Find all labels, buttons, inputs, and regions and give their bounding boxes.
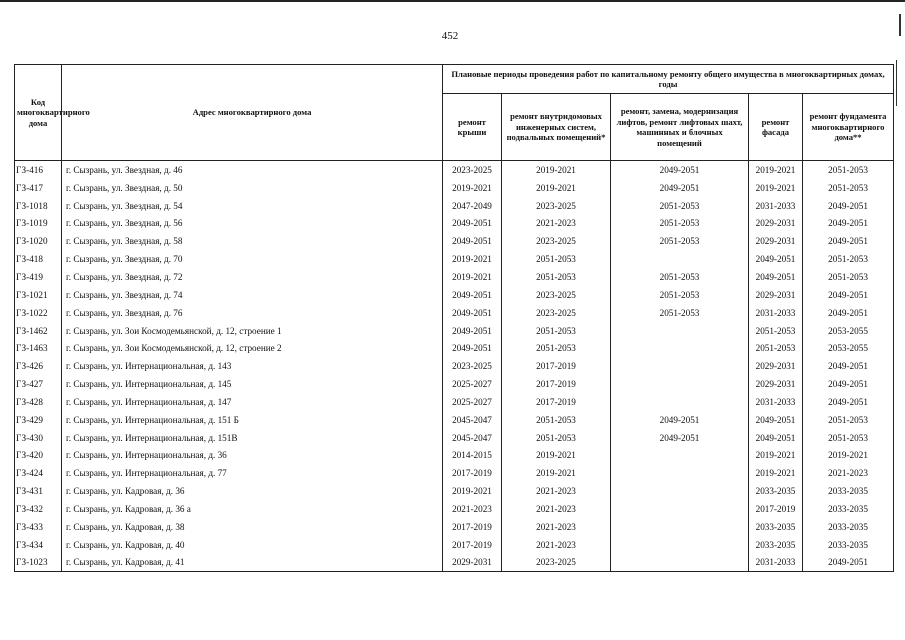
engineering-cell: 2023-2025 xyxy=(502,304,611,322)
facade-cell: 2031-2033 xyxy=(749,554,803,572)
foundation-cell: 2051-2053 xyxy=(803,268,894,286)
foundation-cell: 2051-2053 xyxy=(803,161,894,179)
address-cell: г. Сызрань, ул. Интернациональная, д. 147 xyxy=(62,393,443,411)
table-row xyxy=(15,250,894,268)
elevators-cell xyxy=(611,250,749,268)
engineering-cell: 2051-2053 xyxy=(502,268,611,286)
code-cell: ГЗ-1022 xyxy=(15,304,62,322)
foundation-cell: 2053-2055 xyxy=(803,322,894,340)
roof-cell: 2045-2047 xyxy=(443,429,502,447)
address-cell: г. Сызрань, ул. Интернациональная, д. 77 xyxy=(62,464,443,482)
engineering-cell: 2019-2021 xyxy=(502,447,611,465)
code-cell: ГЗ-428 xyxy=(15,393,62,411)
foundation-cell: 2051-2053 xyxy=(803,179,894,197)
facade-cell: 2029-2031 xyxy=(749,215,803,233)
engineering-cell: 2019-2021 xyxy=(502,464,611,482)
table-row xyxy=(15,464,894,482)
address-cell: г. Сызрань, ул. Звездная, д. 56 xyxy=(62,215,443,233)
foundation-cell: 2049-2051 xyxy=(803,393,894,411)
roof-cell: 2017-2019 xyxy=(443,518,502,536)
facade-cell: 2031-2033 xyxy=(749,304,803,322)
address-cell: г. Сызрань, ул. Интернациональная, д. 151В xyxy=(62,429,443,447)
elevators-cell xyxy=(611,447,749,465)
address-cell: г. Сызрань, ул. Кадровая, д. 38 xyxy=(62,518,443,536)
elevators-cell: 2051-2053 xyxy=(611,232,749,250)
facade-cell: 2017-2019 xyxy=(749,500,803,518)
elevators-cell xyxy=(611,393,749,411)
engineering-cell: 2019-2021 xyxy=(502,161,611,179)
roof-cell: 2049-2051 xyxy=(443,339,502,357)
table-row xyxy=(15,286,894,304)
roof-cell: 2025-2027 xyxy=(443,393,502,411)
column-header-roof: ремонт крыши xyxy=(443,94,502,161)
scan-edge-mark xyxy=(896,60,897,106)
roof-cell: 2014-2015 xyxy=(443,447,502,465)
code-cell: ГЗ-416 xyxy=(15,161,62,179)
table-row xyxy=(15,429,894,447)
table-row xyxy=(15,215,894,233)
address-cell: г. Сызрань, ул. Звездная, д. 46 xyxy=(62,161,443,179)
table-header xyxy=(15,65,894,161)
engineering-cell: 2021-2023 xyxy=(502,536,611,554)
foundation-cell: 2049-2051 xyxy=(803,215,894,233)
engineering-cell: 2021-2023 xyxy=(502,500,611,518)
address-cell: г. Сызрань, ул. Интернациональная, д. 36 xyxy=(62,447,443,465)
elevators-cell xyxy=(611,482,749,500)
address-cell: г. Сызрань, ул. Интернациональная, д. 151 Б xyxy=(62,411,443,429)
address-cell: г. Сызрань, ул. Звездная, д. 72 xyxy=(62,268,443,286)
roof-cell: 2023-2025 xyxy=(443,357,502,375)
address-cell: г. Сызрань, ул. Зои Космодемьянской, д. 12, строение 1 xyxy=(62,322,443,340)
facade-cell: 2051-2053 xyxy=(749,322,803,340)
code-cell: ГЗ-1023 xyxy=(15,554,62,572)
elevators-cell: 2049-2051 xyxy=(611,429,749,447)
elevators-cell: 2051-2053 xyxy=(611,286,749,304)
address-cell: г. Сызрань, ул. Звездная, д. 70 xyxy=(62,250,443,268)
roof-cell: 2029-2031 xyxy=(443,554,502,572)
column-header-address: Адрес многоквартирного дома xyxy=(62,65,443,161)
code-cell: ГЗ-430 xyxy=(15,429,62,447)
table-row xyxy=(15,232,894,250)
elevators-cell xyxy=(611,322,749,340)
code-cell: ГЗ-1021 xyxy=(15,286,62,304)
elevators-cell: 2051-2053 xyxy=(611,197,749,215)
facade-cell: 2029-2031 xyxy=(749,286,803,304)
code-cell: ГЗ-426 xyxy=(15,357,62,375)
address-cell: г. Сызрань, ул. Интернациональная, д. 143 xyxy=(62,357,443,375)
roof-cell: 2017-2019 xyxy=(443,536,502,554)
code-cell: ГЗ-431 xyxy=(15,482,62,500)
table-row xyxy=(15,500,894,518)
table-row xyxy=(15,339,894,357)
facade-cell: 2019-2021 xyxy=(749,447,803,465)
engineering-cell: 2021-2023 xyxy=(502,215,611,233)
code-cell: ГЗ-1462 xyxy=(15,322,62,340)
top-scan-rule xyxy=(0,0,905,2)
foundation-cell: 2049-2051 xyxy=(803,375,894,393)
facade-cell: 2049-2051 xyxy=(749,268,803,286)
facade-cell: 2051-2053 xyxy=(749,339,803,357)
code-cell: ГЗ-1463 xyxy=(15,339,62,357)
elevators-cell: 2049-2051 xyxy=(611,179,749,197)
table-row xyxy=(15,161,894,179)
foundation-cell: 2051-2053 xyxy=(803,429,894,447)
code-cell: ГЗ-420 xyxy=(15,447,62,465)
scan-edge-mark xyxy=(899,14,901,36)
elevators-cell xyxy=(611,554,749,572)
code-cell: ГЗ-418 xyxy=(15,250,62,268)
code-cell: ГЗ-424 xyxy=(15,464,62,482)
engineering-cell: 2051-2053 xyxy=(502,322,611,340)
address-cell: г. Сызрань, ул. Звездная, д. 74 xyxy=(62,286,443,304)
foundation-cell: 2051-2053 xyxy=(803,411,894,429)
roof-cell: 2047-2049 xyxy=(443,197,502,215)
elevators-cell xyxy=(611,464,749,482)
engineering-cell: 2051-2053 xyxy=(502,250,611,268)
code-cell: ГЗ-432 xyxy=(15,500,62,518)
table-row xyxy=(15,197,894,215)
elevators-cell xyxy=(611,518,749,536)
table-row xyxy=(15,375,894,393)
engineering-cell: 2023-2025 xyxy=(502,197,611,215)
foundation-cell: 2019-2021 xyxy=(803,447,894,465)
table-row xyxy=(15,179,894,197)
roof-cell: 2049-2051 xyxy=(443,304,502,322)
code-cell: ГЗ-434 xyxy=(15,536,62,554)
table-row xyxy=(15,322,894,340)
column-group-header-periods: Плановые периоды проведения работ по капитальному ремонту общего имущества в многоквартирных домах, годы xyxy=(443,65,894,94)
code-cell: ГЗ-429 xyxy=(15,411,62,429)
foundation-cell: 2051-2053 xyxy=(803,250,894,268)
table-row xyxy=(15,518,894,536)
code-cell: ГЗ-417 xyxy=(15,179,62,197)
column-header-elevators: ремонт, замена, модернизация лифтов, ремонт лифтовых шахт, машинных и блочных помещений xyxy=(611,94,749,161)
page-number: 452 xyxy=(441,30,459,42)
roof-cell: 2019-2021 xyxy=(443,250,502,268)
address-cell: г. Сызрань, ул. Интернациональная, д. 145 xyxy=(62,375,443,393)
table-row xyxy=(15,554,894,572)
foundation-cell: 2033-2035 xyxy=(803,518,894,536)
facade-cell: 2029-2031 xyxy=(749,357,803,375)
foundation-cell: 2033-2035 xyxy=(803,482,894,500)
roof-cell: 2021-2023 xyxy=(443,500,502,518)
roof-cell: 2049-2051 xyxy=(443,215,502,233)
foundation-cell: 2033-2035 xyxy=(803,500,894,518)
foundation-cell: 2021-2023 xyxy=(803,464,894,482)
address-cell: г. Сызрань, ул. Кадровая, д. 36 xyxy=(62,482,443,500)
facade-cell: 2033-2035 xyxy=(749,482,803,500)
foundation-cell: 2049-2051 xyxy=(803,554,894,572)
table-row xyxy=(15,536,894,554)
facade-cell: 2033-2035 xyxy=(749,536,803,554)
column-header-foundation: ремонт фундамента многоквартирного дома** xyxy=(803,94,894,161)
address-cell: г. Сызрань, ул. Кадровая, д. 36 а xyxy=(62,500,443,518)
address-cell: г. Сызрань, ул. Звездная, д. 54 xyxy=(62,197,443,215)
address-cell: г. Сызрань, ул. Зои Космодемьянской, д. 12, строение 2 xyxy=(62,339,443,357)
foundation-cell: 2053-2055 xyxy=(803,339,894,357)
engineering-cell: 2017-2019 xyxy=(502,393,611,411)
table-row xyxy=(15,482,894,500)
elevators-cell: 2049-2051 xyxy=(611,161,749,179)
engineering-cell: 2023-2025 xyxy=(502,286,611,304)
foundation-cell: 2049-2051 xyxy=(803,357,894,375)
facade-cell: 2049-2051 xyxy=(749,250,803,268)
foundation-cell: 2049-2051 xyxy=(803,286,894,304)
code-cell: ГЗ-1020 xyxy=(15,232,62,250)
column-header-code: Код многоквартирного дома xyxy=(15,65,62,161)
roof-cell: 2019-2021 xyxy=(443,179,502,197)
elevators-cell: 2051-2053 xyxy=(611,268,749,286)
roof-cell: 2017-2019 xyxy=(443,464,502,482)
table-row xyxy=(15,268,894,286)
engineering-cell: 2023-2025 xyxy=(502,554,611,572)
table-row xyxy=(15,447,894,465)
facade-cell: 2019-2021 xyxy=(749,161,803,179)
address-cell: г. Сызрань, ул. Звездная, д. 50 xyxy=(62,179,443,197)
engineering-cell: 2019-2021 xyxy=(502,179,611,197)
facade-cell: 2033-2035 xyxy=(749,518,803,536)
facade-cell: 2029-2031 xyxy=(749,232,803,250)
engineering-cell: 2021-2023 xyxy=(502,518,611,536)
foundation-cell: 2049-2051 xyxy=(803,197,894,215)
foundation-cell: 2049-2051 xyxy=(803,232,894,250)
elevators-cell xyxy=(611,357,749,375)
roof-cell: 2025-2027 xyxy=(443,375,502,393)
foundation-cell: 2049-2051 xyxy=(803,304,894,322)
engineering-cell: 2023-2025 xyxy=(502,232,611,250)
table-body xyxy=(15,161,894,572)
facade-cell: 2019-2021 xyxy=(749,179,803,197)
roof-cell: 2049-2051 xyxy=(443,286,502,304)
elevators-cell xyxy=(611,375,749,393)
facade-cell: 2049-2051 xyxy=(749,411,803,429)
roof-cell: 2049-2051 xyxy=(443,322,502,340)
code-cell: ГЗ-1019 xyxy=(15,215,62,233)
engineering-cell: 2051-2053 xyxy=(502,411,611,429)
facade-cell: 2049-2051 xyxy=(749,429,803,447)
facade-cell: 2029-2031 xyxy=(749,375,803,393)
roof-cell: 2019-2021 xyxy=(443,482,502,500)
address-cell: г. Сызрань, ул. Звездная, д. 76 xyxy=(62,304,443,322)
engineering-cell: 2017-2019 xyxy=(502,357,611,375)
roof-cell: 2049-2051 xyxy=(443,232,502,250)
capital-repair-schedule-table xyxy=(14,64,894,572)
facade-cell: 2031-2033 xyxy=(749,197,803,215)
roof-cell: 2019-2021 xyxy=(443,268,502,286)
elevators-cell: 2051-2053 xyxy=(611,215,749,233)
column-header-facade: ремонт фасада xyxy=(749,94,803,161)
engineering-cell: 2051-2053 xyxy=(502,339,611,357)
address-cell: г. Сызрань, ул. Кадровая, д. 41 xyxy=(62,554,443,572)
table-row xyxy=(15,411,894,429)
elevators-cell xyxy=(611,339,749,357)
address-cell: г. Сызрань, ул. Кадровая, д. 40 xyxy=(62,536,443,554)
facade-cell: 2019-2021 xyxy=(749,464,803,482)
foundation-cell: 2033-2035 xyxy=(803,536,894,554)
table-row xyxy=(15,357,894,375)
code-cell: ГЗ-433 xyxy=(15,518,62,536)
table-row xyxy=(15,393,894,411)
engineering-cell: 2021-2023 xyxy=(502,482,611,500)
table-row xyxy=(15,304,894,322)
elevators-cell: 2051-2053 xyxy=(611,304,749,322)
code-cell: ГЗ-427 xyxy=(15,375,62,393)
elevators-cell xyxy=(611,500,749,518)
column-header-engineering: ремонт внутридомовых инженерных систем, подвальных помещений* xyxy=(502,94,611,161)
address-cell: г. Сызрань, ул. Звездная, д. 58 xyxy=(62,232,443,250)
roof-cell: 2045-2047 xyxy=(443,411,502,429)
engineering-cell: 2051-2053 xyxy=(502,429,611,447)
elevators-cell xyxy=(611,536,749,554)
roof-cell: 2023-2025 xyxy=(443,161,502,179)
facade-cell: 2031-2033 xyxy=(749,393,803,411)
code-cell: ГЗ-419 xyxy=(15,268,62,286)
elevators-cell: 2049-2051 xyxy=(611,411,749,429)
engineering-cell: 2017-2019 xyxy=(502,375,611,393)
code-cell: ГЗ-1018 xyxy=(15,197,62,215)
